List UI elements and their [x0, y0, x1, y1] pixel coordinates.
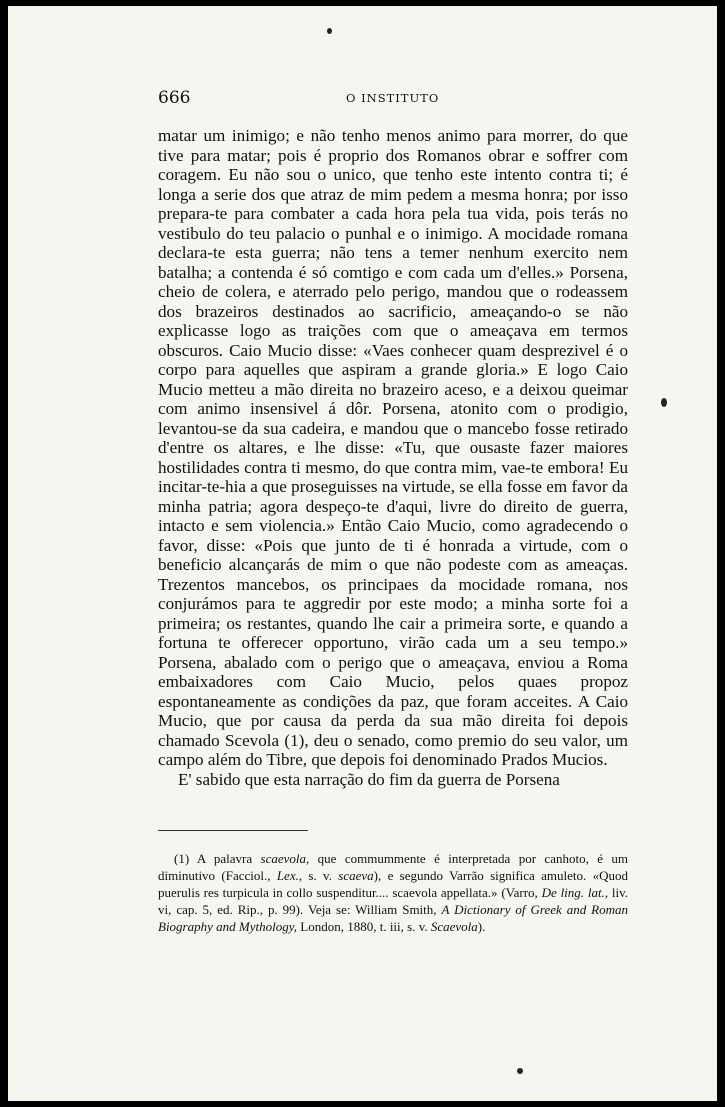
ink-speck — [517, 1068, 523, 1074]
footnote-marker: (1) — [174, 851, 190, 866]
body-text — [158, 126, 628, 789]
footnote-text: ). — [477, 919, 486, 934]
page-header — [158, 88, 628, 112]
footnote-divider — [158, 830, 308, 831]
footnote-text: , liv. vi, cap. 5, ed. Rip., p. 99). Veja se: William Smith, — [158, 885, 628, 917]
footnote-text: , s. v. — [298, 868, 339, 883]
ink-speck — [661, 398, 667, 407]
footnote-italic: Lex. — [276, 868, 299, 883]
running-title: O INSTITUTO — [346, 91, 440, 105]
footnote-text: , que commummente é interpretada por canhoto, é um diminutivo (Facciol., — [158, 851, 628, 883]
footnote — [158, 850, 628, 935]
page-number: 666 — [158, 88, 191, 108]
ink-speck — [327, 28, 332, 34]
paragraph: E' sabido que esta narração do fim da guerra de Porsena — [178, 769, 560, 789]
footnote-text: A palavra — [196, 851, 261, 866]
footnote-italic: scaeva — [338, 868, 374, 883]
footnote-text: ), e segundo Varrão significa amuleto. «Quod puerulis res turpicula in collo suspenditur.... scaevola appellata.» (Varro, — [158, 868, 628, 900]
footnote-italic: Scaevola — [430, 919, 478, 934]
footnote-italic: A Dictionary of Greek and Roman Biography and Mythology, — [158, 902, 628, 934]
footnote-italic: scaevola — [260, 851, 307, 866]
footnote-text: London, 1880, t. iii, s. v. — [297, 919, 431, 934]
footnote-italic: De ling. lat. — [541, 885, 605, 900]
footnote-paragraph — [158, 850, 628, 935]
paragraph: matar um inimigo; e não tenho menos animo para morrer, do que tive para matar; pois é proprio dos Romanos obrar e soffrer com coragem. Eu não sou o unico, que tenho este intento contra ti; é longa a serie dos que atraz de mim pedem a mesma honra; por isso prepara-te para combater a cada hora pela tua vida, pois terás no vestibulo do teu palacio o punhal e o inimigo. A mocidade romana declara-te esta guerra; não tens a temer nenhum exercito nem batalha; a contenda é só comtigo e com cada um d'elles.» Porsena, cheio de colera, e aterrado pelo perigo, mandou que o rodeassem dos brazeiros destinados ao sacrificio, ameaçando-o se não explicasse logo as traições com que o ameaçava em termos obscuros. Caio Mucio disse: «Vaes conhecer quam desprezivel é o corpo para aquelles que aspiram a grande gloria.» E logo Caio Mucio metteu a mão direita no brazeiro aceso, e a deixou queimar com animo insensivel á dôr. Porsena, atonito com o prodigio, levantou-se da sua cadeira, e mandou que o mancebo fosse retirado d'entre os altares, e lhe disse: «Tu, que ousaste fazer maiores hostilidades contra ti mesmo, do que contra mim, vae-te embora! Eu incitar-te-hia a que proseguisses na virtude, se ella fosse em favor da minha patria; agora despeço-te d'aqui, livre do direito de guerra, intacto e sem violencia.» Então Caio Mucio, como agradecendo o favor, disse: «Pois que junto de ti é honrada a virtude, com o beneficio alcançarás de mim o que não podeste com as ameaças. Trezentos mancebos, os principaes da mocidade romana, nos conjurámos para te aggredir por este modo; a minha sorte foi a primeira; os restantes, quando lhe cair a primeira sorte, e quando a fortuna te offerecer opportuno, virão cada um a seu tempo.» Porsena, abalado com o perigo que o ameaçava, enviou a Roma embaixadores com Caio Mucio, pelos quaes propoz espontaneamente as condições da paz, que foram acceites. A Caio Mucio, que por causa da perda da sua mão direita foi depois chamado Scevola (1), deu o senado, como premio do seu valor, um campo além do Tibre, que depois foi denominado Prados Mucios. — [158, 126, 628, 769]
